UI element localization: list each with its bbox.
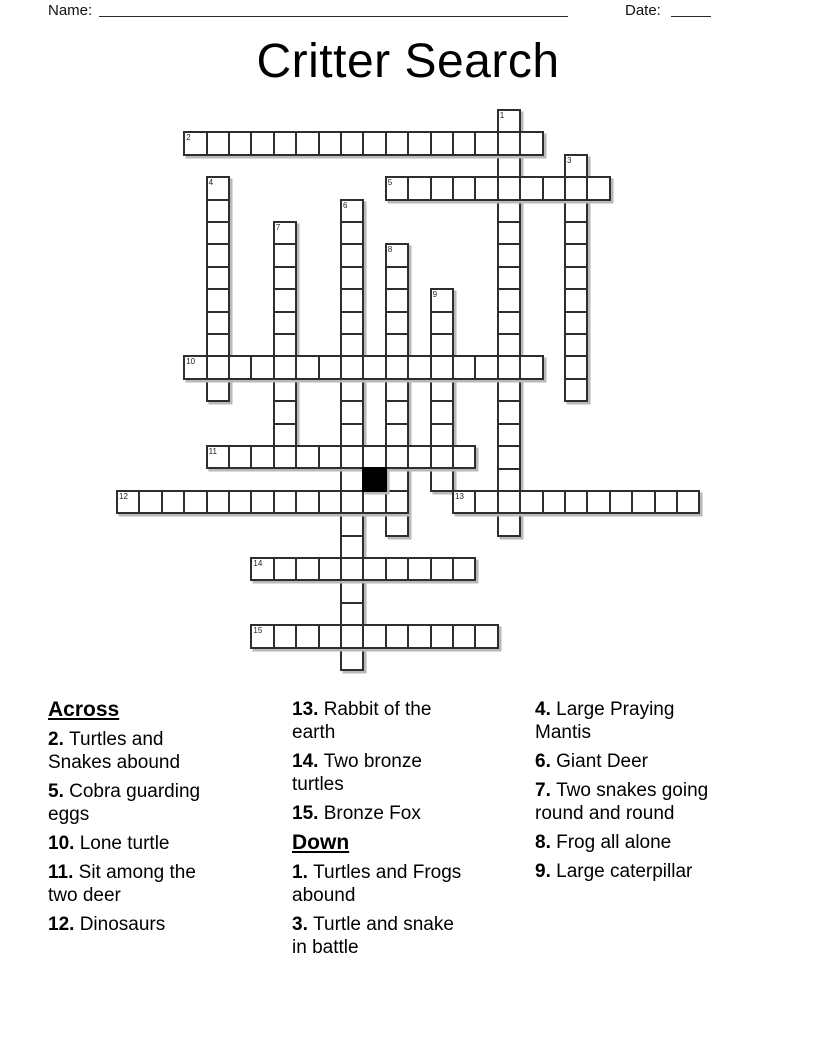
answer-cell[interactable] bbox=[454, 178, 476, 198]
answer-cell[interactable] bbox=[432, 626, 454, 646]
answer-cell[interactable] bbox=[342, 582, 362, 604]
answer-cell[interactable] bbox=[476, 492, 498, 512]
word-number: 9 bbox=[432, 290, 438, 300]
answer-cell[interactable] bbox=[230, 133, 252, 153]
answer-cell[interactable] bbox=[342, 380, 362, 402]
answer-cell[interactable] bbox=[566, 313, 586, 335]
clue-text: Bronze Fox bbox=[323, 803, 421, 824]
answer-cell[interactable] bbox=[364, 357, 386, 377]
answer-cell[interactable] bbox=[499, 402, 519, 424]
answer-cell[interactable] bbox=[342, 268, 362, 290]
answer-cell[interactable] bbox=[409, 447, 431, 467]
answer-cell[interactable] bbox=[342, 313, 362, 335]
answer-cell[interactable] bbox=[521, 178, 543, 198]
answer-cell[interactable] bbox=[208, 178, 228, 200]
answer-cell[interactable] bbox=[252, 357, 274, 377]
answer-cell[interactable] bbox=[208, 268, 228, 290]
answer-cell[interactable] bbox=[678, 492, 698, 512]
answer-cell[interactable] bbox=[566, 178, 588, 198]
answer-cell[interactable] bbox=[387, 335, 407, 357]
word-number: 2 bbox=[186, 133, 191, 143]
clue-3-down bbox=[292, 913, 464, 959]
answer-cell[interactable] bbox=[252, 492, 274, 512]
answer-cell[interactable] bbox=[208, 201, 228, 223]
answer-cell[interactable] bbox=[275, 402, 295, 424]
answer-cell[interactable] bbox=[320, 357, 342, 377]
answer-cell[interactable] bbox=[364, 492, 386, 512]
answer-cell[interactable] bbox=[342, 133, 364, 153]
answer-cell[interactable] bbox=[275, 425, 295, 447]
clue-number: 7. bbox=[535, 780, 557, 801]
answer-cell[interactable] bbox=[342, 537, 362, 559]
answer-cell[interactable] bbox=[387, 380, 407, 402]
answer-cell[interactable] bbox=[320, 133, 342, 153]
answer-cell[interactable] bbox=[275, 268, 295, 290]
answer-cell[interactable] bbox=[208, 313, 228, 335]
answer-cell[interactable] bbox=[342, 559, 364, 579]
word-number: 15 bbox=[253, 626, 263, 636]
clue-column-1 bbox=[48, 698, 224, 942]
word-1-down bbox=[497, 109, 521, 537]
answer-cell[interactable] bbox=[364, 559, 386, 579]
clue-2-across bbox=[48, 728, 224, 774]
clue-text: Rabbit of the earth bbox=[292, 699, 432, 743]
answer-cell[interactable] bbox=[544, 178, 566, 198]
answer-cell[interactable] bbox=[387, 559, 409, 579]
answer-cell[interactable] bbox=[342, 469, 362, 491]
answer-cell[interactable] bbox=[342, 357, 364, 377]
word-5-across bbox=[385, 176, 611, 200]
clue-text: Lone turtle bbox=[79, 833, 170, 854]
answer-cell[interactable] bbox=[342, 201, 362, 223]
answer-cell[interactable] bbox=[342, 245, 362, 267]
clue-column-2 bbox=[292, 698, 464, 965]
answer-cell[interactable] bbox=[275, 357, 297, 377]
answer-cell[interactable] bbox=[432, 402, 452, 424]
answer-cell[interactable] bbox=[566, 223, 586, 245]
clue-text: Turtle and snake in battle bbox=[292, 914, 454, 958]
answer-cell[interactable] bbox=[387, 514, 407, 534]
answer-cell[interactable] bbox=[342, 626, 364, 646]
word-13-across bbox=[452, 490, 700, 514]
answer-cell[interactable] bbox=[364, 133, 386, 153]
answer-cell[interactable] bbox=[499, 425, 519, 447]
clue-text: Frog all alone bbox=[556, 832, 672, 853]
answer-cell[interactable] bbox=[432, 380, 452, 402]
answer-cell[interactable] bbox=[476, 178, 498, 198]
answer-cell[interactable] bbox=[544, 492, 566, 512]
answer-cell[interactable] bbox=[275, 133, 297, 153]
answer-cell[interactable] bbox=[499, 335, 519, 357]
answer-cell[interactable] bbox=[566, 245, 586, 267]
answer-cell[interactable] bbox=[588, 492, 610, 512]
word-2-across bbox=[183, 131, 543, 155]
answer-cell[interactable] bbox=[656, 492, 678, 512]
name-label: Name: bbox=[48, 2, 93, 19]
clue-number: 3. bbox=[292, 914, 314, 935]
clue-15-across bbox=[292, 802, 464, 825]
answer-cell[interactable] bbox=[252, 559, 274, 579]
answer-cell[interactable] bbox=[252, 447, 274, 467]
answer-cell[interactable] bbox=[566, 357, 586, 379]
date-label: Date: bbox=[625, 2, 661, 19]
answer-cell[interactable] bbox=[364, 626, 386, 646]
answer-cell[interactable] bbox=[499, 245, 519, 267]
answer-cell[interactable] bbox=[342, 492, 364, 512]
answer-cell[interactable] bbox=[320, 626, 342, 646]
answer-cell[interactable] bbox=[454, 626, 476, 646]
answer-cell[interactable] bbox=[432, 559, 454, 579]
answer-cell[interactable] bbox=[275, 245, 295, 267]
answer-cell[interactable] bbox=[521, 357, 541, 377]
answer-cell[interactable] bbox=[320, 492, 342, 512]
answer-cell[interactable] bbox=[208, 245, 228, 267]
answer-cell[interactable] bbox=[185, 133, 207, 153]
answer-cell[interactable] bbox=[297, 447, 319, 467]
clue-text: Sit among the two deer bbox=[48, 862, 196, 906]
answer-cell[interactable] bbox=[588, 178, 608, 198]
word-number: 13 bbox=[455, 491, 464, 501]
answer-cell[interactable] bbox=[297, 626, 319, 646]
word-number: 3 bbox=[567, 155, 572, 165]
answer-cell[interactable] bbox=[566, 201, 586, 223]
answer-cell[interactable] bbox=[387, 492, 407, 512]
answer-cell[interactable] bbox=[432, 447, 454, 467]
answer-cell[interactable] bbox=[566, 492, 588, 512]
answer-cell[interactable] bbox=[275, 313, 295, 335]
answer-cell[interactable] bbox=[476, 357, 498, 377]
answer-cell[interactable] bbox=[432, 313, 452, 335]
answer-cell[interactable] bbox=[432, 357, 454, 377]
answer-cell[interactable] bbox=[432, 425, 452, 447]
answer-cell[interactable] bbox=[432, 178, 454, 198]
clue-text: Cobra guarding eggs bbox=[48, 781, 201, 825]
clue-number: 4. bbox=[535, 699, 557, 720]
answer-cell[interactable] bbox=[499, 268, 519, 290]
word-6-down bbox=[340, 199, 364, 671]
answer-cell[interactable] bbox=[320, 559, 342, 579]
answer-cell[interactable] bbox=[432, 335, 452, 357]
answer-cell[interactable] bbox=[208, 357, 230, 377]
answer-cell[interactable] bbox=[566, 335, 586, 357]
answer-cell[interactable] bbox=[320, 447, 342, 467]
word-14-across bbox=[250, 557, 476, 581]
answer-cell[interactable] bbox=[387, 469, 407, 491]
answer-cell[interactable] bbox=[566, 380, 586, 400]
answer-cell[interactable] bbox=[275, 559, 297, 579]
clue-text: Large Praying Mantis bbox=[535, 699, 675, 743]
clue-text: Two snakes going round and round bbox=[535, 780, 709, 824]
answer-cell[interactable] bbox=[185, 492, 207, 512]
answer-cell[interactable] bbox=[566, 268, 586, 290]
answer-cell[interactable] bbox=[185, 357, 207, 377]
clue-12-across bbox=[48, 913, 224, 936]
answer-cell[interactable] bbox=[342, 335, 362, 357]
answer-cell[interactable] bbox=[499, 133, 521, 153]
answer-cell[interactable] bbox=[342, 223, 362, 245]
clue-13-across bbox=[292, 698, 464, 744]
answer-cell[interactable] bbox=[454, 133, 476, 153]
answer-cell[interactable] bbox=[387, 245, 407, 267]
clue-8-down bbox=[535, 831, 725, 854]
answer-cell[interactable] bbox=[275, 335, 295, 357]
answer-cell[interactable] bbox=[454, 559, 474, 579]
answer-cell[interactable] bbox=[499, 492, 521, 512]
answer-cell[interactable] bbox=[499, 470, 519, 492]
answer-cell[interactable] bbox=[409, 133, 431, 153]
answer-cell[interactable] bbox=[252, 133, 274, 153]
clue-10-across bbox=[48, 832, 224, 855]
clue-text: Two bronze turtles bbox=[292, 751, 422, 795]
answer-cell[interactable] bbox=[342, 425, 362, 447]
answer-cell[interactable] bbox=[230, 357, 252, 377]
answer-cell[interactable] bbox=[297, 559, 319, 579]
clue-1-down bbox=[292, 861, 464, 907]
clue-number: 2. bbox=[48, 729, 70, 750]
answer-cell[interactable] bbox=[387, 178, 409, 198]
answer-cell[interactable] bbox=[387, 626, 409, 646]
clue-number: 15. bbox=[292, 803, 324, 824]
word-number: 8 bbox=[387, 245, 393, 255]
answer-cell[interactable] bbox=[208, 492, 230, 512]
answer-cell[interactable] bbox=[387, 402, 407, 424]
answer-cell[interactable] bbox=[208, 223, 228, 245]
answer-cell[interactable] bbox=[118, 492, 140, 512]
clue-number: 5. bbox=[48, 781, 70, 802]
clue-number: 8. bbox=[535, 832, 557, 853]
word-12-across bbox=[116, 490, 409, 514]
answer-cell[interactable] bbox=[275, 223, 295, 245]
answer-cell[interactable] bbox=[297, 133, 319, 153]
answer-cell[interactable] bbox=[387, 268, 407, 290]
answer-cell[interactable] bbox=[499, 223, 519, 245]
answer-cell[interactable] bbox=[633, 492, 655, 512]
word-number: 6 bbox=[343, 200, 348, 210]
answer-cell[interactable] bbox=[611, 492, 633, 512]
clue-text: Turtles and Snakes abound bbox=[48, 729, 181, 773]
word-number: 11 bbox=[208, 447, 217, 456]
word-7-down bbox=[273, 221, 297, 469]
clue-5-across bbox=[48, 780, 224, 826]
answer-cell[interactable] bbox=[208, 335, 228, 357]
answer-cell[interactable] bbox=[275, 492, 297, 512]
clue-number: 1. bbox=[292, 862, 314, 883]
answer-cell[interactable] bbox=[499, 357, 521, 377]
answer-cell[interactable] bbox=[409, 357, 431, 377]
clue-number: 13. bbox=[292, 699, 324, 720]
answer-cell[interactable] bbox=[297, 492, 319, 512]
clue-11-across bbox=[48, 861, 224, 907]
word-number: 12 bbox=[119, 491, 128, 501]
puzzle-title: Critter Search bbox=[256, 35, 560, 88]
word-15-across bbox=[250, 624, 498, 648]
answer-cell[interactable] bbox=[230, 492, 252, 512]
answer-cell[interactable] bbox=[499, 290, 519, 312]
answer-cell[interactable] bbox=[208, 290, 228, 312]
answer-cell[interactable] bbox=[387, 425, 407, 447]
down-clues-heading: Down bbox=[292, 831, 350, 854]
answer-cell[interactable] bbox=[387, 290, 407, 312]
answer-cell[interactable] bbox=[499, 156, 519, 178]
clue-text: Giant Deer bbox=[556, 751, 648, 772]
answer-cell[interactable] bbox=[387, 313, 407, 335]
blocked-cell bbox=[362, 467, 386, 491]
word-11-across bbox=[206, 445, 477, 469]
clue-number: 9. bbox=[535, 861, 557, 882]
clue-text: Large caterpillar bbox=[556, 861, 693, 882]
clue-number: 10. bbox=[48, 833, 80, 854]
word-10-across bbox=[183, 355, 543, 379]
answer-cell[interactable] bbox=[499, 380, 519, 402]
answer-cell[interactable] bbox=[409, 559, 431, 579]
answer-cell[interactable] bbox=[342, 604, 362, 626]
answer-cell[interactable] bbox=[566, 156, 586, 178]
answer-cell[interactable] bbox=[275, 626, 297, 646]
answer-cell[interactable] bbox=[499, 514, 519, 534]
answer-cell[interactable] bbox=[387, 357, 409, 377]
answer-cell[interactable] bbox=[409, 178, 431, 198]
answer-cell[interactable] bbox=[499, 313, 519, 335]
answer-cell[interactable] bbox=[387, 133, 409, 153]
answer-cell[interactable] bbox=[454, 357, 476, 377]
clue-number: 14. bbox=[292, 751, 324, 772]
answer-cell[interactable] bbox=[387, 447, 409, 467]
answer-cell[interactable] bbox=[275, 380, 295, 402]
answer-cell[interactable] bbox=[342, 290, 362, 312]
answer-cell[interactable] bbox=[476, 626, 496, 646]
answer-cell[interactable] bbox=[499, 111, 519, 133]
answer-cell[interactable] bbox=[140, 492, 162, 512]
clue-6-down bbox=[535, 750, 725, 773]
answer-cell[interactable] bbox=[342, 402, 362, 424]
word-number: 1 bbox=[499, 111, 505, 120]
answer-cell[interactable] bbox=[409, 626, 431, 646]
answer-cell[interactable] bbox=[163, 492, 185, 512]
answer-cell[interactable] bbox=[208, 447, 230, 467]
answer-cell[interactable] bbox=[208, 133, 230, 153]
clue-7-down bbox=[535, 779, 725, 825]
answer-cell[interactable] bbox=[342, 514, 362, 536]
answer-cell[interactable] bbox=[454, 447, 474, 467]
answer-cell[interactable] bbox=[432, 133, 454, 153]
answer-cell[interactable] bbox=[230, 447, 252, 467]
clue-4-down bbox=[535, 698, 725, 744]
answer-cell[interactable] bbox=[521, 133, 541, 153]
answer-cell[interactable] bbox=[342, 649, 362, 669]
answer-cell[interactable] bbox=[297, 357, 319, 377]
clue-number: 11. bbox=[48, 862, 79, 883]
answer-cell[interactable] bbox=[432, 290, 452, 312]
answer-cell[interactable] bbox=[566, 290, 586, 312]
word-number: 10 bbox=[186, 357, 196, 367]
answer-cell[interactable] bbox=[476, 133, 498, 153]
word-number: 4 bbox=[208, 178, 214, 188]
answer-cell[interactable] bbox=[275, 290, 295, 312]
answer-cell[interactable] bbox=[499, 178, 521, 198]
answer-cell[interactable] bbox=[364, 447, 386, 467]
answer-cell[interactable] bbox=[208, 380, 228, 400]
word-number: 7 bbox=[275, 223, 281, 232]
answer-cell[interactable] bbox=[342, 447, 364, 467]
answer-cell[interactable] bbox=[521, 492, 543, 512]
clue-text: Turtles and Frogs abound bbox=[292, 862, 462, 906]
answer-cell[interactable] bbox=[499, 447, 519, 469]
clue-number: 12. bbox=[48, 914, 80, 935]
answer-cell[interactable] bbox=[275, 447, 297, 467]
clue-number: 6. bbox=[535, 751, 557, 772]
clue-9-down bbox=[535, 860, 725, 883]
answer-cell[interactable] bbox=[432, 469, 452, 489]
answer-cell[interactable] bbox=[252, 626, 274, 646]
word-number: 14 bbox=[253, 559, 263, 568]
word-number: 5 bbox=[387, 178, 393, 188]
answer-cell[interactable] bbox=[454, 492, 476, 512]
answer-cell[interactable] bbox=[499, 201, 519, 223]
clue-14-across bbox=[292, 750, 464, 796]
clue-text: Dinosaurs bbox=[79, 914, 166, 935]
clue-column-3 bbox=[535, 698, 725, 889]
across-clues-heading: Across bbox=[48, 698, 120, 721]
